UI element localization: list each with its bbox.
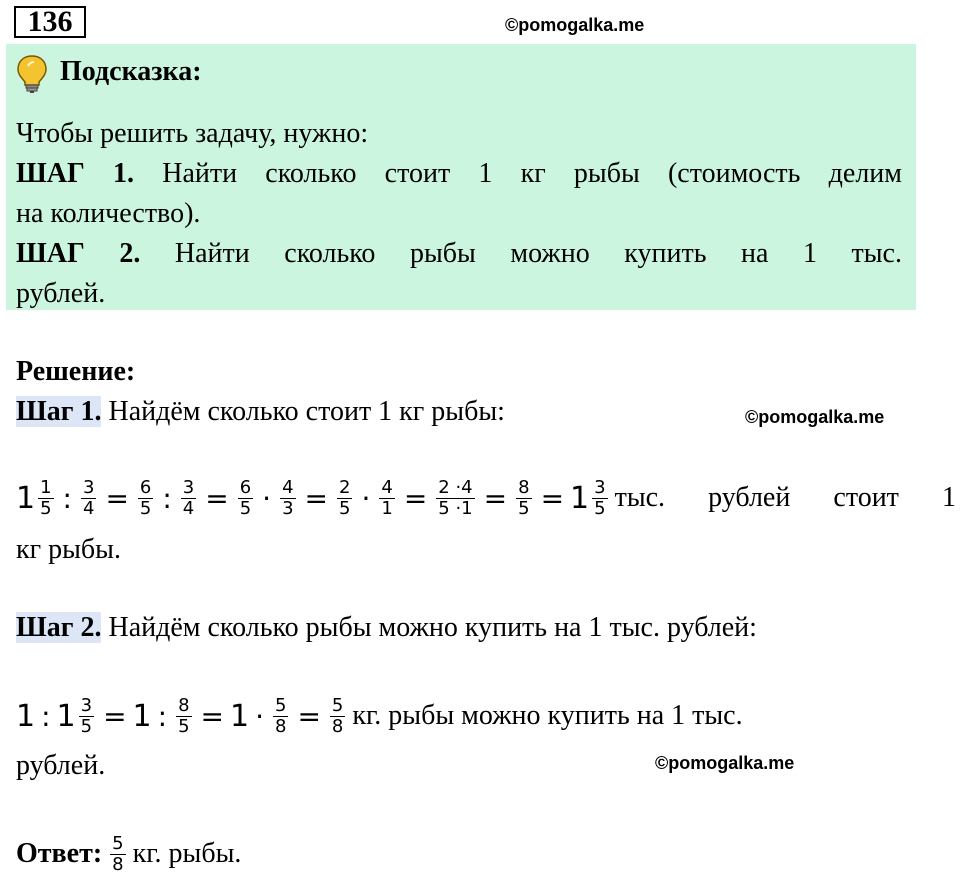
op-eq: = [205, 481, 229, 515]
frac-5-8: $\frac{5}{8}$ [331, 694, 344, 737]
hint-step2-text: Найти сколько рыбы можно купить на 1 тыс. [174, 238, 902, 269]
frac-product: $\frac{2 \cdot 4}{5 \cdot 1}$ [438, 476, 473, 519]
op-colon: : [157, 699, 168, 733]
solution-step1-text: Найдём сколько стоит 1 кг рыбы: [108, 396, 505, 427]
frac-5-8: $\frac{5}{8}$ [275, 694, 287, 737]
frac-6-5: $\frac{6}{5}$ [239, 476, 252, 519]
op-colon: : [62, 481, 72, 515]
op-dot: · [255, 699, 264, 733]
frac-3-5: $\frac{3}{5}$ [594, 476, 606, 519]
op-eq: = [200, 699, 224, 733]
solution-step1 [16, 392, 505, 432]
frac-8-5: $\frac{8}{5}$ [518, 476, 530, 519]
frac-1-5: $\frac{1}{5}$ [40, 476, 52, 519]
frac-2-5: $\frac{2}{5}$ [339, 476, 351, 519]
op-dot: · [262, 481, 272, 515]
hint-step2-line1 [16, 234, 902, 274]
eq2-whole: 1 [56, 698, 76, 734]
eq2-one-b: 1 [132, 698, 152, 734]
frac-3-4: $\frac{3}{4}$ [82, 476, 95, 519]
frac-8-5: $\frac{8}{5}$ [178, 694, 190, 737]
hint-title: Подсказка: [60, 56, 202, 87]
frac-5-8: $\frac{5}{8}$ [112, 832, 124, 875]
solution-title: Решение: [16, 356, 136, 387]
solution-step1-label: Шаг 1. [16, 396, 102, 427]
op-dot: · [361, 481, 371, 515]
answer-text: кг. рыбы. [132, 838, 242, 869]
watermark-top: ©pomogalka.me [505, 15, 645, 35]
hint-step1-line2: на количество). [16, 198, 201, 229]
equation-2 [16, 686, 743, 746]
solution-step2 [16, 608, 757, 648]
op-colon: : [162, 481, 172, 515]
eq2-one: 1 [16, 698, 36, 734]
eq1-result-whole: 1 [570, 480, 590, 516]
solution-step2-label: Шаг 2. [16, 612, 102, 643]
equation-1 [16, 468, 956, 528]
op-eq: = [297, 699, 321, 733]
eq2-one-c: 1 [230, 698, 250, 734]
eq1-tail: тыс. рублей стоит 1 [614, 482, 956, 513]
hint-step1-label: ШАГ 1. [16, 158, 134, 189]
op-colon: : [41, 699, 51, 733]
op-eq: = [105, 481, 129, 515]
solution-step2-text: Найдём сколько рыбы можно купить на 1 тыс. рублей: [108, 612, 757, 643]
answer [16, 826, 241, 882]
op-eq: = [304, 481, 328, 515]
eq1-whole: 1 [16, 480, 36, 516]
hint-step2-label: ШАГ 2. [16, 238, 141, 269]
frac-6-5: $\frac{6}{5}$ [139, 476, 152, 519]
frac-3-5: $\frac{3}{5}$ [80, 694, 93, 737]
answer-label: Ответ: [16, 838, 103, 869]
eq1-line2: кг рыбы. [16, 534, 121, 565]
op-eq: = [540, 481, 565, 515]
hint-step1-line1 [16, 154, 902, 194]
watermark-mid: ©pomogalka.me [745, 407, 885, 427]
lightbulb-icon [16, 54, 48, 94]
eq2-tail: кг. рыбы можно купить на 1 тыс. [352, 700, 743, 731]
frac-4-3: $\frac{4}{3}$ [282, 476, 294, 519]
op-eq: = [483, 481, 508, 515]
hint-step2-line2: рублей. [16, 278, 106, 309]
eq2-line2: рублей. [16, 750, 106, 781]
frac-3-4: $\frac{3}{4}$ [182, 476, 195, 519]
watermark-bottom: ©pomogalka.me [655, 753, 795, 773]
hint-step1-text: Найти сколько стоит 1 кг рыбы (стоимость делим [162, 158, 902, 189]
problem-number: 136 [14, 6, 86, 38]
frac-4-1: $\frac{4}{1}$ [381, 476, 393, 519]
op-eq: = [403, 481, 428, 515]
hint-intro: Чтобы решить задачу, нужно: [16, 118, 369, 149]
op-eq: = [103, 699, 127, 733]
